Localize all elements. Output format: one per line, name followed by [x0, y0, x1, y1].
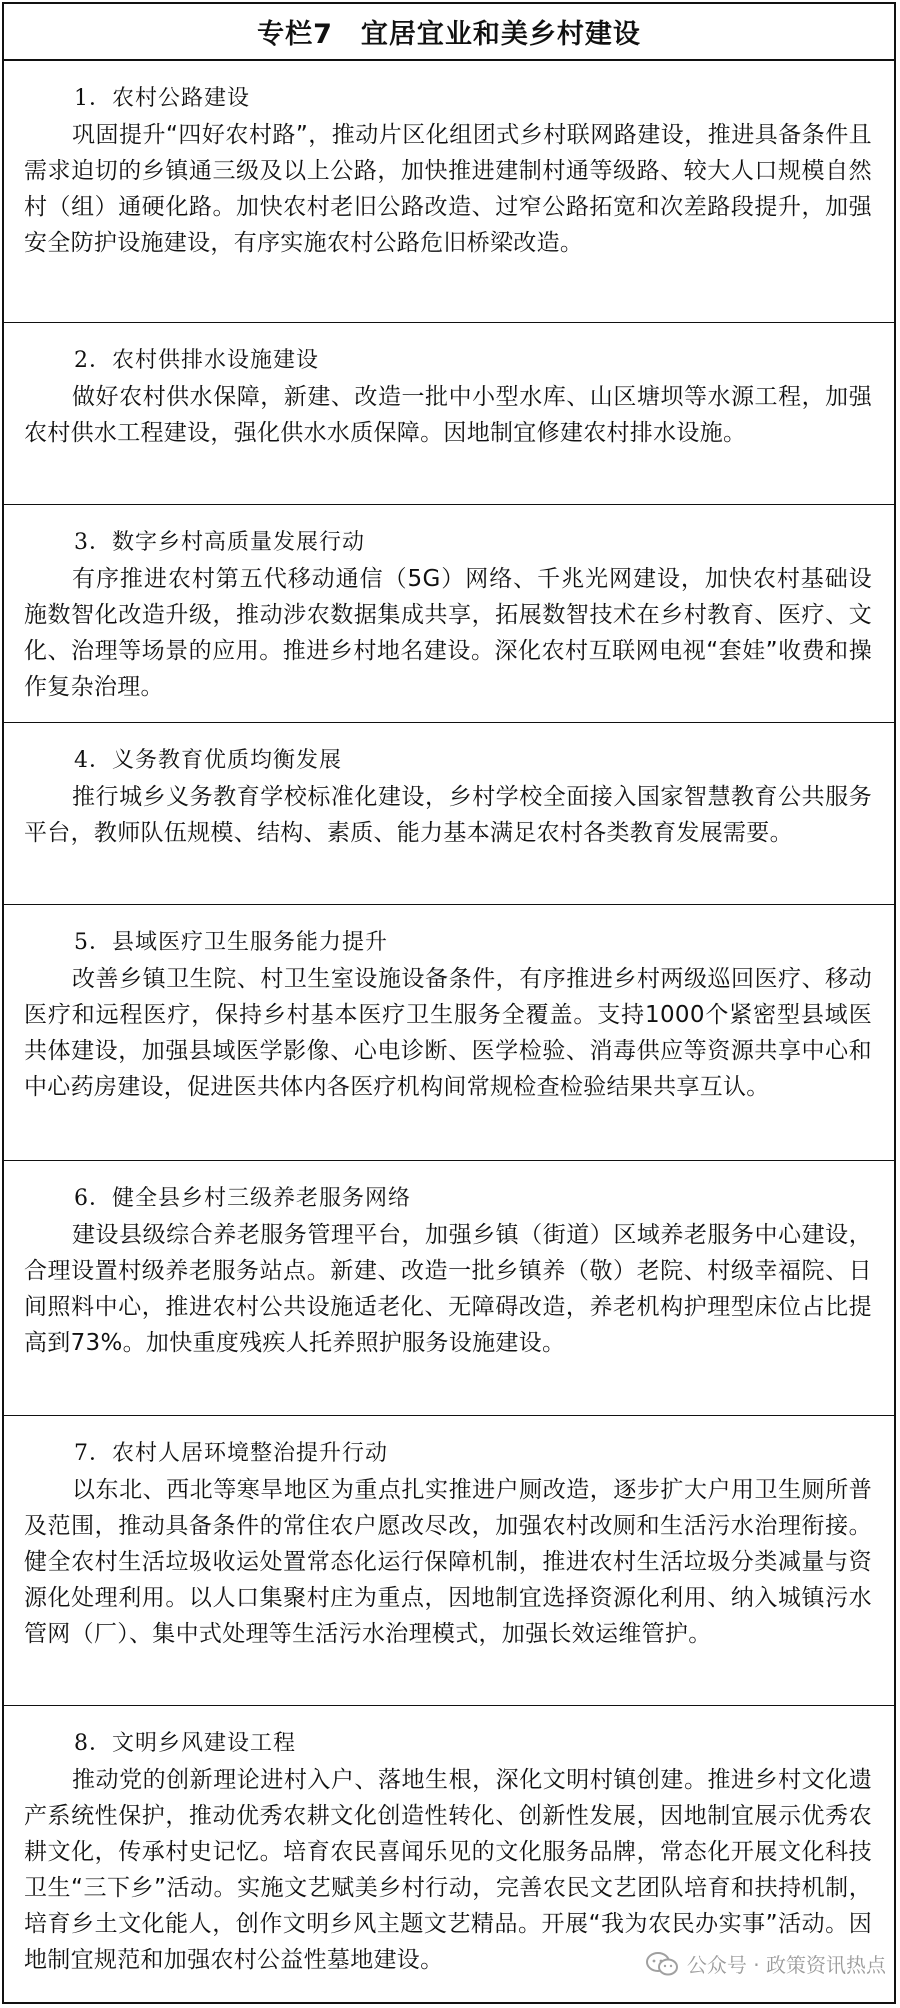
section-heading: 5．县域医疗卫生服务能力提升 [74, 930, 388, 955]
section-heading: 7．农村人居环境整治提升行动 [74, 1441, 388, 1466]
section-digital-village [4, 505, 894, 723]
section-county-healthcare [4, 905, 894, 1161]
section-body: 推动党的创新理论进村入户、落地生根，深化文明村镇创建。推进乡村文化遗产系统性保护，推动优秀农耕文化创造性转化、创新性发展，因地制宜展示优秀农耕文化，传承村史记忆。培育农民喜闻乐见的文化服务品牌，常态化开展文化科技卫生“三下乡”活动。实施文艺赋美乡村行动，完善农民文艺团队培育和扶持机制，培育乡土文化能人，创作文明乡风主题文艺精品。开展“我为农民办实事”活动。因地制宜规范和加强农村公益性墓地建设。 [24, 1767, 872, 1973]
section-heading: 8．文明乡风建设工程 [74, 1731, 296, 1756]
section-heading: 6．健全县乡村三级养老服务网络 [74, 1186, 411, 1211]
section-body: 巩固提升“四好农村路”，推动片区化组团式乡村联网路建设，推进具备条件且需求迫切的乡镇通三级及以上公路，加快推进建制村通等级路、较大人口规模自然村（组）通硬化路。加快农村老旧公路改造、过窄公路拓宽和次差路段提升，加强安全防护设施建设，有序实施农村公路危旧桥梁改造。 [24, 122, 872, 256]
watermark [645, 1949, 886, 1978]
section-heading: 3．数字乡村高质量发展行动 [74, 530, 365, 555]
wechat-icon [645, 1952, 679, 1976]
section-body: 改善乡镇卫生院、村卫生室设施设备条件，有序推进乡村两级巡回医疗、移动医疗和远程医疗，保持乡村基本医疗卫生服务全覆盖。支持1000个紧密型县域医共体建设，加强县域医学影像、心电诊断、医学检验、消毒供应等资源共享中心和中心药房建设，促进医共体内各医疗机构间常规检查检验结果共享互认。 [24, 966, 872, 1100]
section-living-environment [4, 1416, 894, 1706]
section-elderly-care [4, 1161, 894, 1416]
section-body: 做好农村供水保障，新建、改造一批中小型水库、山区塘坝等水源工程，加强农村供水工程建设，强化供水水质保障。因地制宜修建农村排水设施。 [24, 384, 872, 446]
section-rural-roads [4, 61, 894, 323]
section-compulsory-education [4, 723, 894, 905]
section-heading: 1．农村公路建设 [74, 86, 250, 111]
section-heading: 2．农村供排水设施建设 [74, 348, 319, 373]
section-body: 以东北、西北等寒旱地区为重点扎实推进户厕改造，逐步扩大户用卫生厕所普及范围，推动具备条件的常住农户愿改尽改，加强农村改厕和生活污水治理衔接。健全农村生活垃圾收运处置常态化运行保障机制，推进农村生活垃圾分类减量与资源化处理利用。以人口集聚村庄为重点，因地制宜选择资源化利用、纳入城镇污水管网（厂）、集中式处理等生活污水治理模式，加强长效运维管护。 [24, 1477, 872, 1647]
section-water-supply [4, 323, 894, 505]
section-body: 有序推进农村第五代移动通信（5G）网络、千兆光网建设，加快农村基础设施数智化改造升级，推动涉农数据集成共享，拓展数智技术在乡村教育、医疗、文化、治理等场景的应用。推进乡村地名建设。深化农村互联网电视“套娃”收费和操作复杂治理。 [24, 566, 872, 700]
watermark-text: 公众号 · 政策资讯热点 [686, 1953, 886, 1977]
section-body: 推行城乡义务教育学校标准化建设，乡村学校全面接入国家智慧教育公共服务平台，教师队伍规模、结构、素质、能力基本满足农村各类教育发展需要。 [24, 784, 872, 846]
column-title: 专栏7 宜居宜业和美乡村建设 [4, 4, 894, 61]
column-panel [2, 2, 896, 2004]
section-heading: 4．义务教育优质均衡发展 [74, 748, 342, 773]
section-body: 建设县级综合养老服务管理平台，加强乡镇（街道）区域养老服务中心建设，合理设置村级养老服务站点。新建、改造一批乡镇养（敬）老院、村级幸福院、日间照料中心，推进农村公共设施适老化、无障碍改造，养老机构护理型床位占比提高到73%。加快重度残疾人托养照护服务设施建设。 [24, 1222, 872, 1356]
